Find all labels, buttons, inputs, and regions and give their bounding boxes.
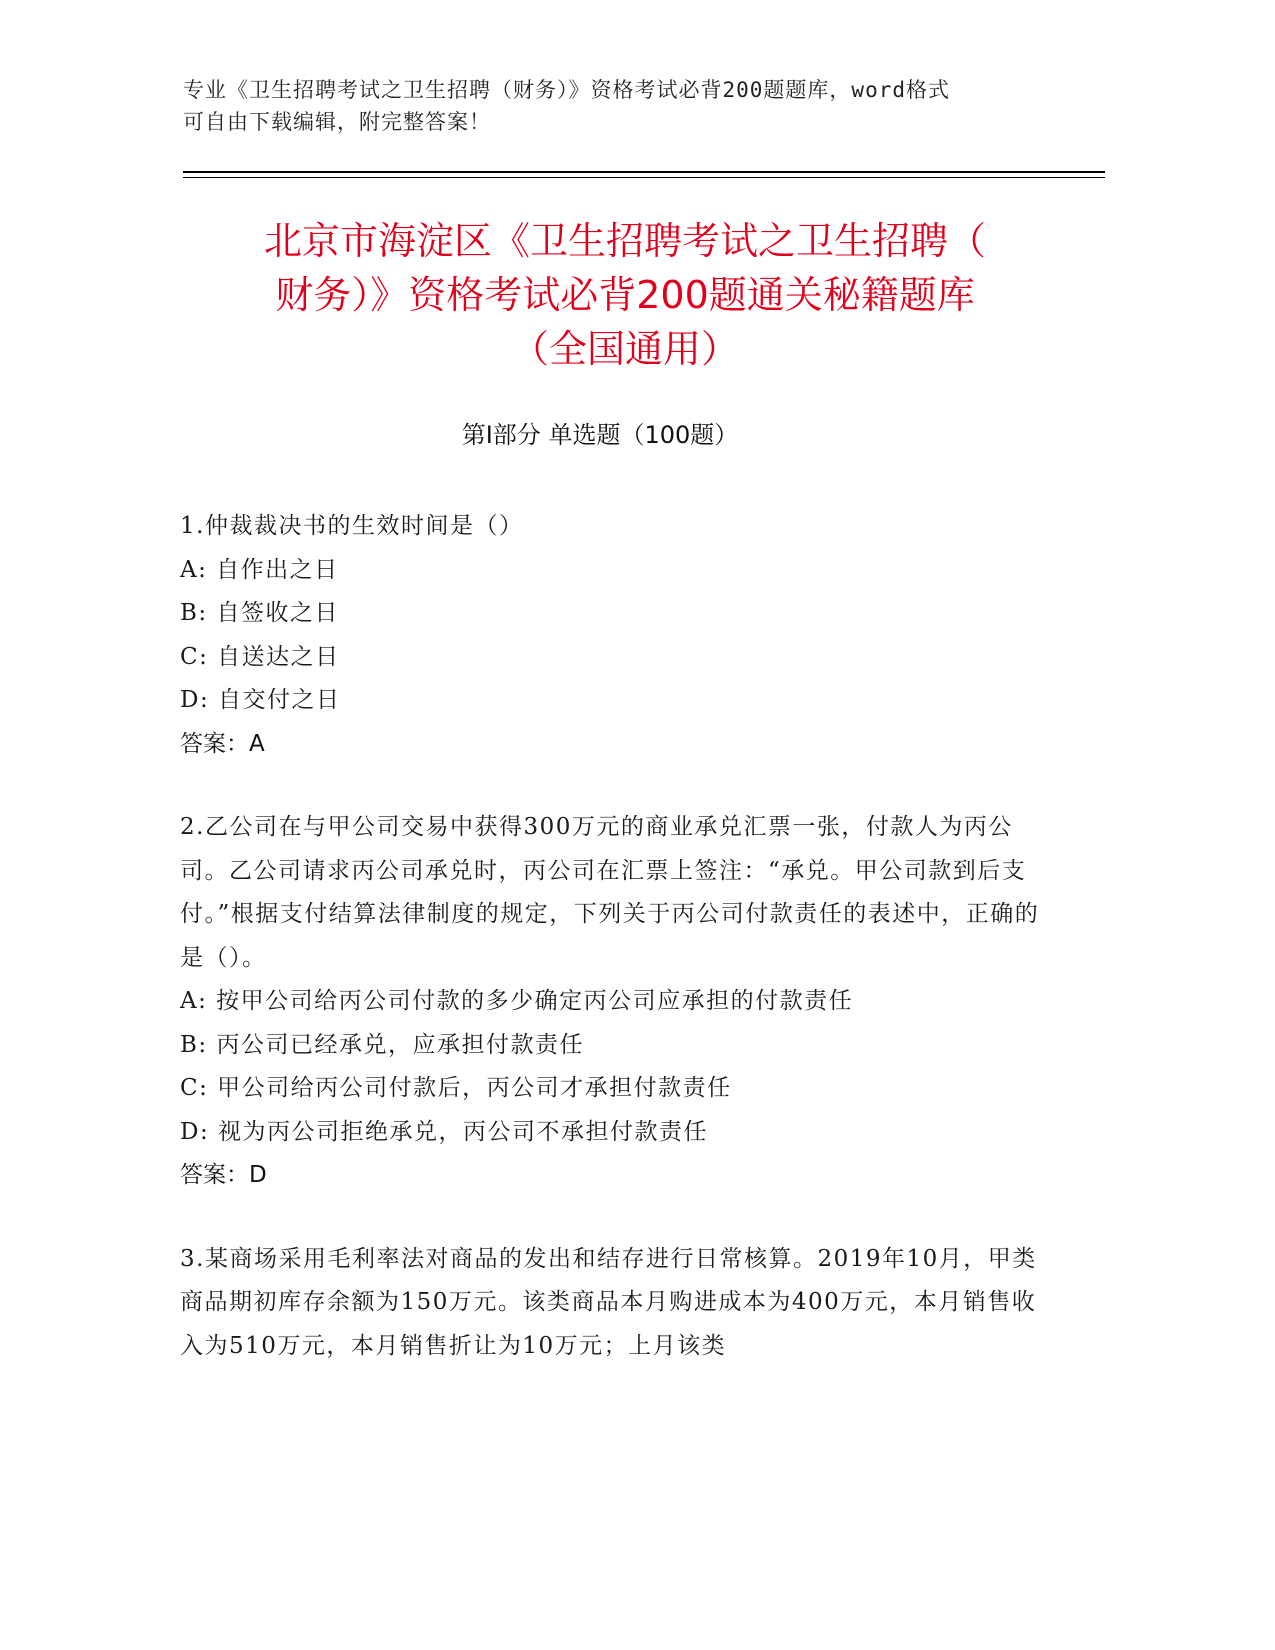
option-c: C: 甲公司给丙公司付款后，丙公司才承担付款责任: [180, 1075, 732, 1101]
option-d: D: 视为丙公司拒绝承兑，丙公司不承担付款责任: [180, 1118, 709, 1145]
option-d: D: 自交付之日: [180, 687, 341, 713]
option-a: A: 按甲公司给丙公司付款的多少确定丙公司应承担的付款责任: [180, 988, 854, 1014]
question-stem: 3.某商场采用毛利率法对商品的发出和结存进行日常核算。2019年10月，甲类商品期初库存余额为150万元。该类商品本月购进成本为400万元，本月销售收入为510万元，本月销售折让为10万元；上月该类: [180, 1245, 1037, 1359]
header-divider-thick: [183, 171, 1105, 173]
header-divider-thin: [183, 177, 1105, 178]
option-a: A: 自作出之日: [180, 556, 339, 583]
question-stem: 1.仲裁裁决书的生效时间是（）: [180, 513, 524, 539]
document-title-line-3: （全国通用）: [510, 327, 739, 371]
option-b: B: 自签收之日: [180, 600, 339, 626]
question-item: [180, 806, 1040, 1198]
header-note-line-1: 专业《卫生招聘考试之卫生招聘（财务）》资格考试必背200题题库，word格式: [183, 78, 950, 102]
question-item: [180, 505, 1040, 766]
option-c: C: 自送达之日: [180, 643, 340, 670]
question-list: [180, 505, 1040, 1408]
question-item: [180, 1238, 1040, 1369]
header-note-line-2: 可自由下载编辑，附完整答案！: [183, 110, 491, 134]
header-note: [183, 74, 1043, 138]
document-title-line-1: 北京市海淀区《卫生招聘考试之卫生招聘（: [263, 219, 986, 263]
section-heading: 第Ⅰ部分 单选题（100题）: [461, 421, 739, 449]
document-title-line-2: 财务）》资格考试必背200题通关秘籍题库: [275, 273, 975, 317]
question-answer: 答案：D: [180, 1162, 267, 1188]
option-b: B: 丙公司已经承兑，应承担付款责任: [180, 1031, 584, 1058]
question-stem: 2.乙公司在与甲公司交易中获得300万元的商业承兑汇票一张，付款人为丙公司。乙公司请求丙公司承兑时，丙公司在汇票上签注：“承兑。甲公司款到后支付。”根据支付结算法律制度的规定，下列关于丙公司付款责任的表述中，正确的是（）。: [180, 814, 1040, 971]
document-title: [170, 214, 1080, 376]
question-answer: 答案：A: [180, 730, 265, 757]
